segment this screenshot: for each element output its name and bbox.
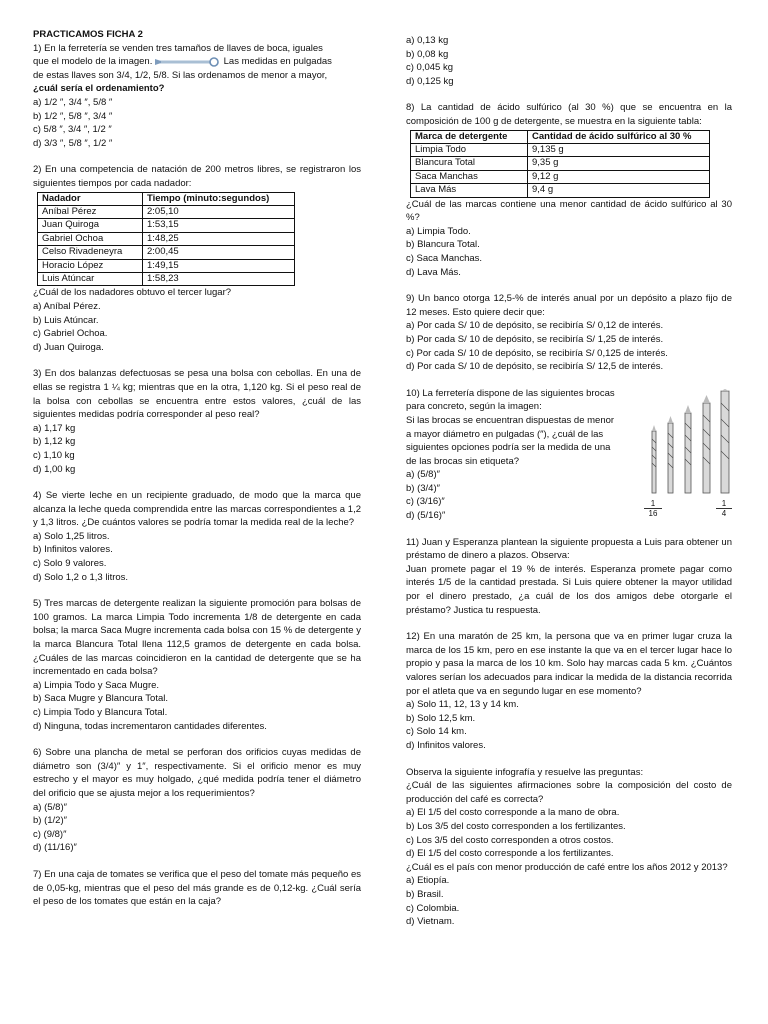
- q8-option-d: d) Lava Más.: [406, 266, 461, 278]
- q6-option-b: b) (1/2)″: [33, 815, 67, 827]
- q1-line-3: de estas llaves son 3/4, 1/2, 5/8. Si las ordenamos de menor a mayor,: [33, 69, 328, 81]
- q7-option-c: c) 0,045 kg: [406, 62, 453, 74]
- q9-option-a: a) Por cada S/ 10 de depósito, se recibiría S/ 0,12 de interés.: [406, 320, 664, 332]
- q10-option-c: c) (3/16)″: [406, 496, 445, 508]
- q10-line-3: Si las brocas se encuentran dispuestas de menor: [406, 414, 615, 426]
- question-12: [406, 630, 732, 752]
- drill-label-right: [716, 499, 732, 518]
- q5-option-a: a) Limpia Todo y Saca Mugre.: [33, 679, 160, 691]
- q10-line-1: 10) La ferretería dispone de las siguientes brocas: [406, 387, 615, 399]
- q6-option-c: c) (9/8)″: [33, 828, 67, 840]
- drill-label-left-den: 16: [644, 508, 662, 518]
- table-row: [411, 170, 710, 183]
- q12-option-a: a) Solo 11, 12, 13 y 14 km.: [406, 699, 519, 711]
- q3-option-a: a) 1,17 kg: [33, 422, 76, 434]
- q10-line-5: siguientes opciones podría ser la medida de una: [406, 442, 611, 454]
- q2-option-d: d) Juan Quiroga.: [33, 341, 104, 353]
- table-row: [411, 184, 710, 197]
- q3-option-d: d) 1,00 kg: [33, 463, 76, 475]
- q13-option2-d: d) Vietnam.: [406, 916, 455, 928]
- q3-text: 3) En dos balanzas defectuosas se pesa una bolsa con cebollas. En una de ellas se registra 1 ¼ kg; mientras que en la otra, 1,120 kg. Si el peso real de la bolsa con cebollas se encuentra entre estos valores, ¿cuál de las siguientes medidas podría corresponder al peso real?: [33, 368, 361, 421]
- q8-option-c: c) Saca Manchas.: [406, 252, 483, 264]
- q10-line-6: de las brocas sin etiqueta?: [406, 455, 520, 467]
- q6-text: 6) Sobre una plancha de metal se perforan dos orificios cuyas medidas de diámetro son (3/4)″ y 1″, respectivamente. Si el orificio menor es muy estrecho y el mayor es muy holgado, ¿qué medida podría tener el diámetro del orificio que se ajusta mejor a los requerimientos?: [33, 747, 361, 799]
- question-3: [33, 367, 361, 476]
- question-10: [406, 387, 732, 523]
- question-9: [406, 292, 732, 374]
- q6-option-a: a) (5/8)″: [33, 801, 67, 813]
- right-column: [406, 34, 732, 929]
- q10-option-b: b) (3/4)″: [406, 482, 440, 494]
- q5-option-d: d) Ninguna, todas incrementaron cantidades diferentes.: [33, 720, 267, 732]
- q9-text: 9) Un banco otorga 12,5-% de interés anual por un depósito a plazo fijo de 12 meses. Esto quiere decir que:: [406, 293, 732, 318]
- q9-option-b: b) Por cada S/ 10 de depósito, se recibiría S/ 1,25 de interés.: [406, 333, 664, 345]
- table-cell: Lava Más: [411, 184, 528, 197]
- q13-question: ¿Cuál de las siguientes afirmaciones sobre la composición del costo de producción del café es correcta?: [406, 780, 732, 805]
- q1-option-b: b) 1/2 ″, 5/8 ″, 3/4 ″: [33, 110, 113, 122]
- table-row: [38, 205, 295, 218]
- table-header-row: [411, 130, 710, 143]
- q8-option-b: b) Blancura Total.: [406, 239, 480, 251]
- q2-text: 2) En una competencia de natación de 200 metros libres, se registraron los siguientes tiempos por cada nadador:: [33, 164, 361, 189]
- table-cell: 9,4 g: [528, 184, 710, 197]
- q1-option-a: a) 1/2 ″, 3/4 ″, 5/8 ″: [33, 96, 113, 108]
- q2-option-b: b) Luis Atúncar.: [33, 314, 99, 326]
- q11-text-1: 11) Juan y Esperanza plantean la siguiente propuesta a Luis para obtener un préstamo de dinero a plazos. Observa:: [406, 536, 732, 562]
- table-cell: 9,135 g: [528, 143, 710, 156]
- question-1: [33, 42, 361, 151]
- q10-line-2: para concreto, según la imagen:: [406, 401, 542, 413]
- q9-option-d: d) Por cada S/ 10 de depósito, se recibiría S/ 12,5 de interés.: [406, 361, 664, 373]
- question-4: [33, 489, 361, 584]
- table-header: Marca de detergente: [411, 130, 528, 143]
- table-cell: 2:00,45: [143, 246, 295, 259]
- q9-option-c: c) Por cada S/ 10 de depósito, se recibiría S/ 0,125 de interés.: [406, 347, 668, 359]
- q13-option2-c: c) Colombia.: [406, 902, 460, 914]
- table-header-row: [38, 192, 295, 205]
- table-cell: Aníbal Pérez: [38, 205, 143, 218]
- table-cell: Gabriel Ochoa: [38, 232, 143, 245]
- table-cell: 1:58,23: [143, 272, 295, 285]
- q1-line-4: ¿cuál sería el ordenamiento?: [33, 83, 165, 95]
- question-11: [406, 536, 732, 618]
- q8-question: ¿Cuál de las marcas contiene una menor cantidad de ácido sulfúrico al 30 %?: [406, 198, 732, 224]
- q4-option-c: c) Solo 9 valores.: [33, 558, 107, 570]
- table-cell: 1:53,15: [143, 219, 295, 232]
- question-7-options: [406, 34, 732, 88]
- question-6: [33, 746, 361, 855]
- q4-option-b: b) Infinitos valores.: [33, 544, 113, 556]
- question-5: [33, 597, 361, 733]
- detergent-table: [410, 130, 710, 198]
- drill-label-left-num: 1: [650, 498, 656, 508]
- q11-text-2: Juan promete pagar el 19 % de interés. Esperanza promete pagar como interés 1/5 de la cantidad prestada. Si Luis quiere obtener la mayor utilidad por el dinero prestado, ¿a cuál de los dos amigos debe otorgarle el préstamo? Justica tu respuesta.: [406, 563, 732, 616]
- question-8: [406, 101, 732, 279]
- q1-line-1: 1) En la ferretería se venden tres tamaños de llaves de boca, iguales: [33, 42, 323, 54]
- q5-option-b: b) Saca Mugre y Blancura Total.: [33, 693, 169, 705]
- drill-label-left: [644, 499, 662, 518]
- q6-option-d: d) (11/16)″: [33, 842, 77, 854]
- wrench-image: [155, 57, 221, 67]
- q10-option-a: a) (5/8)″: [406, 469, 440, 481]
- q12-option-d: d) Infinitos valores.: [406, 739, 486, 751]
- left-column: [33, 28, 361, 909]
- q7-option-d: d) 0,125 kg: [406, 75, 454, 87]
- table-cell: Horacio López: [38, 259, 143, 272]
- question-2: [33, 163, 361, 354]
- q13-intro: Observa la siguiente infografía y resuelve las preguntas:: [406, 766, 644, 778]
- drill-label-right-num: 1: [721, 498, 727, 508]
- q12-option-c: c) Solo 14 km.: [406, 726, 467, 738]
- q5-option-c: c) Limpia Todo y Blancura Total.: [33, 707, 168, 718]
- q13-option2-b: b) Brasil.: [406, 888, 444, 900]
- table-row: [38, 232, 295, 245]
- q2-option-a: a) Aníbal Pérez.: [33, 300, 101, 312]
- table-cell: Celso Rivadeneyra: [38, 246, 143, 259]
- drill-bits-image: [638, 389, 732, 517]
- swimmers-table: [37, 192, 295, 287]
- q1-line-2: [33, 55, 361, 69]
- table-header: Tiempo (minuto:segundos): [143, 192, 295, 205]
- q4-option-a: a) Solo 1,25 litros.: [33, 530, 110, 542]
- q4-text: 4) Se vierte leche en un recipiente graduado, de modo que la marca que alcanza la leche queda comprendida entre las marcas correspondientes a 1,2 y 1,3 litros. ¿De cuántos valores se podría tomar la medida real de la leche?: [33, 490, 361, 529]
- table-cell: Luis Atúncar: [38, 272, 143, 285]
- q12-option-b: b) Solo 12,5 km.: [406, 712, 476, 724]
- q13-option-c: c) Los 3/5 del costo corresponden a otros costos.: [406, 834, 614, 846]
- table-cell: Limpia Todo: [411, 143, 528, 156]
- q7-text: 7) En una caja de tomates se verifica que el peso del tomate más pequeño es de 0,05-kg, mientras que el peso del más grande es de 0,12-kg. ¿Cuál sería el peso de los tomates que están en la caja?: [33, 868, 361, 908]
- table-header: Nadador: [38, 192, 143, 205]
- table-cell: 2:05,10: [143, 205, 295, 218]
- table-header: Cantidad de ácido sulfúrico al 30 %: [528, 130, 710, 143]
- q13-option-d: d) El 1/5 del costo corresponde a los fertilizantes.: [406, 848, 614, 860]
- table-row: [38, 219, 295, 232]
- q3-option-b: b) 1,12 kg: [33, 436, 76, 448]
- q8-text: 8) La cantidad de ácido sulfúrico (al 30 %) que se encuentra en la composición de 100 g de detergente, se muestra en la siguiente tabla:: [406, 102, 732, 127]
- q10-text-block: [406, 387, 636, 523]
- drill-label-right-den: 4: [716, 508, 732, 518]
- q1-line-2b: Las medidas en pulgadas: [223, 56, 332, 68]
- q10-line-4: a mayor diámetro en pulgadas (″), ¿cuál de las: [406, 428, 604, 440]
- q13-option-b: b) Los 3/5 del costo corresponden a los fertilizantes.: [406, 820, 626, 832]
- q1-option-c: c) 5/8 ″, 3/4 ″, 1/2 ″: [33, 124, 112, 136]
- table-cell: 9,12 g: [528, 170, 710, 183]
- table-cell: Saca Manchas: [411, 170, 528, 183]
- q2-option-c: c) Gabriel Ochoa.: [33, 328, 108, 340]
- table-cell: Juan Quiroga: [38, 219, 143, 232]
- table-cell: 9,35 g: [528, 157, 710, 170]
- table-row: [38, 246, 295, 259]
- table-cell: Blancura Total: [411, 157, 528, 170]
- table-row: [411, 157, 710, 170]
- table-row: [411, 143, 710, 156]
- q3-option-c: c) 1,10 kg: [33, 449, 75, 461]
- q13-option2-a: a) Etiopía.: [406, 875, 450, 887]
- question-7: [33, 868, 361, 909]
- q1-option-d: d) 3/3 ″, 5/8 ″, 1/2 ″: [33, 137, 113, 149]
- drill-bits-drawing: [638, 389, 732, 499]
- q13-option-a: a) El 1/5 del costo corresponde a la mano de obra.: [406, 807, 620, 819]
- q13-question-2: ¿Cuál es el país con menor producción de café entre los años 2012 y 2013?: [406, 861, 728, 873]
- q10-option-d: d) (5/16)″: [406, 510, 446, 522]
- q7-option-a: a) 0,13 kg: [406, 35, 449, 46]
- q8-option-a: a) Limpia Todo.: [406, 225, 471, 237]
- table-row: [38, 259, 295, 272]
- q7-option-b: b) 0,08 kg: [406, 48, 449, 60]
- q5-text: 5) Tres marcas de detergente realizan la siguiente promoción para bolsas de 100 gramos. La marca Limpia Todo incrementa 1/8 de detergente en cada bolsa; la marca Saca Mugre incrementa cada bolsa con 15 % de detergente y la marca Blancura Total llena 112,5 gramos de detergente en cada bolsa. ¿Cuáles de las marcas coincidieron en la cantidad de detergente que se ha incrementado en cada bolsa?: [33, 598, 361, 678]
- page-title: PRACTICAMOS FICHA 2: [33, 29, 143, 40]
- question-13: [406, 766, 732, 929]
- q12-text: 12) En una maratón de 25 km, la persona que va en primer lugar cruza la marca de los 15 km, pero en ese instante la que va en el tercer lugar hace lo propio y pasa la marca de los 10 km. Solo hay marcas cada 5 km. ¿Cuántos valores serían los adecuados para indicar la medida de la distancia recorrida por el atleta que va en segundo lugar en ese momento?: [406, 631, 732, 697]
- table-cell: 1:48,25: [143, 232, 295, 245]
- q2-question: ¿Cuál de los nadadores obtuvo el tercer lugar?: [33, 287, 232, 299]
- q4-option-d: d) Solo 1,2 o 1,3 litros.: [33, 571, 129, 583]
- table-cell: 1:49,15: [143, 259, 295, 272]
- q1-line-2a: que el modelo de la imagen.: [33, 56, 153, 68]
- table-row: [38, 272, 295, 285]
